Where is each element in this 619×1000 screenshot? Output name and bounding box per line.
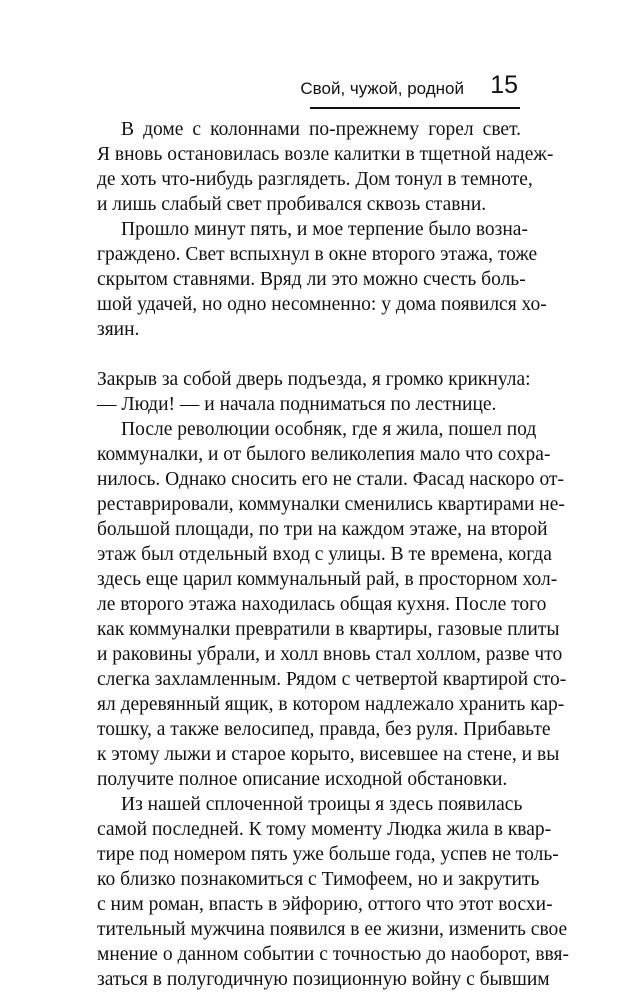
page-number: 15 (490, 71, 518, 99)
text-line: мнение о данном событии с точностью до наоборот, ввя- (97, 944, 569, 965)
text-line: к этому лыжи и старое корыто, висевшее на стене, и вы (97, 744, 560, 765)
text-line: как коммуналки превратили в квартиры, газовые плиты (97, 619, 560, 640)
text-line: самой последней. К тому моменту Людка жила в квар- (97, 819, 552, 840)
section-break (97, 342, 521, 367)
text-line: тительный мужчина появился в ее жизни, изменить свое (97, 919, 568, 940)
body-text (97, 117, 569, 992)
text-line: В доме с колоннами по-прежнему горел свет. (121, 119, 521, 140)
text-line: ял деревянный ящик, в котором надлежало хранить кар- (97, 694, 565, 715)
text-line: шой удачей, но одно несомненно: у дома появился хо- (97, 294, 547, 315)
text-line: здесь еще царил коммунальный рай, в просторном хол- (97, 569, 558, 590)
text-line: зяин. (97, 319, 140, 340)
running-head-rule (310, 107, 520, 109)
text-line: тошку, а также велосипед, правда, без руля. Прибавьте (97, 719, 551, 740)
running-head-title: Свой, чужой, родной (300, 79, 464, 98)
text-line: После революции особняк, где я жила, пошел под (121, 419, 537, 440)
text-line: и лишь слабый свет пробивался сквозь ставни. (97, 194, 487, 215)
text-line: нилось. Однако сносить его не стали. Фасад наскоро от- (97, 469, 564, 490)
text-line: ко близко познакомиться с Тимофеем, но и закрутить (97, 869, 540, 890)
text-line: получите полное описание исходной обстановки. (97, 769, 508, 790)
text-line: скрытом ставнями. Вряд ли это можно счесть боль- (97, 269, 526, 290)
text-line: коммуналки, и от былого великолепия мало что сохра- (97, 444, 551, 465)
text-line: и раковины убрали, и холл вновь стал холлом, разве что (97, 644, 563, 665)
text-line: — Люди! — и начала подниматься по лестнице. (97, 394, 497, 415)
text-line: ле второго этажа находилась общая кухня. После того (97, 594, 547, 615)
text-line: заться в полугодичную позиционную войну с бывшим (97, 969, 550, 990)
text-line: Прошло минут пять, и мое терпение было возна- (121, 219, 528, 240)
text-line: Я вновь остановилась возле калитки в тщетной надеж- (97, 144, 554, 165)
text-line: Из нашей сплоченной троицы я здесь появилась (121, 794, 523, 815)
text-line: граждено. Свет вспыхнул в окне второго этажа, тоже (97, 244, 538, 265)
text-line: де хоть что-нибудь разглядеть. Дом тонул в темноте, (97, 169, 533, 190)
text-line: реставрировали, коммуналки сменились квартирами не- (97, 494, 565, 515)
text-line: с ним роман, впасть в эйфорию, оттого что этот восхи- (97, 894, 553, 915)
text-line: тире под номером пять уже больше года, успев не толь- (97, 844, 559, 865)
text-line: Закрыв за собой дверь подъезда, я громко крикнула: (97, 369, 531, 390)
running-head (80, 73, 520, 103)
text-line: слегка захламленным. Рядом с четвертой квартирой сто- (97, 669, 567, 690)
text-line: этаж был отдельный вход с улицы. В те времена, когда (97, 544, 552, 565)
text-line: большой площади, по три на каждом этаже, на второй (97, 519, 548, 540)
